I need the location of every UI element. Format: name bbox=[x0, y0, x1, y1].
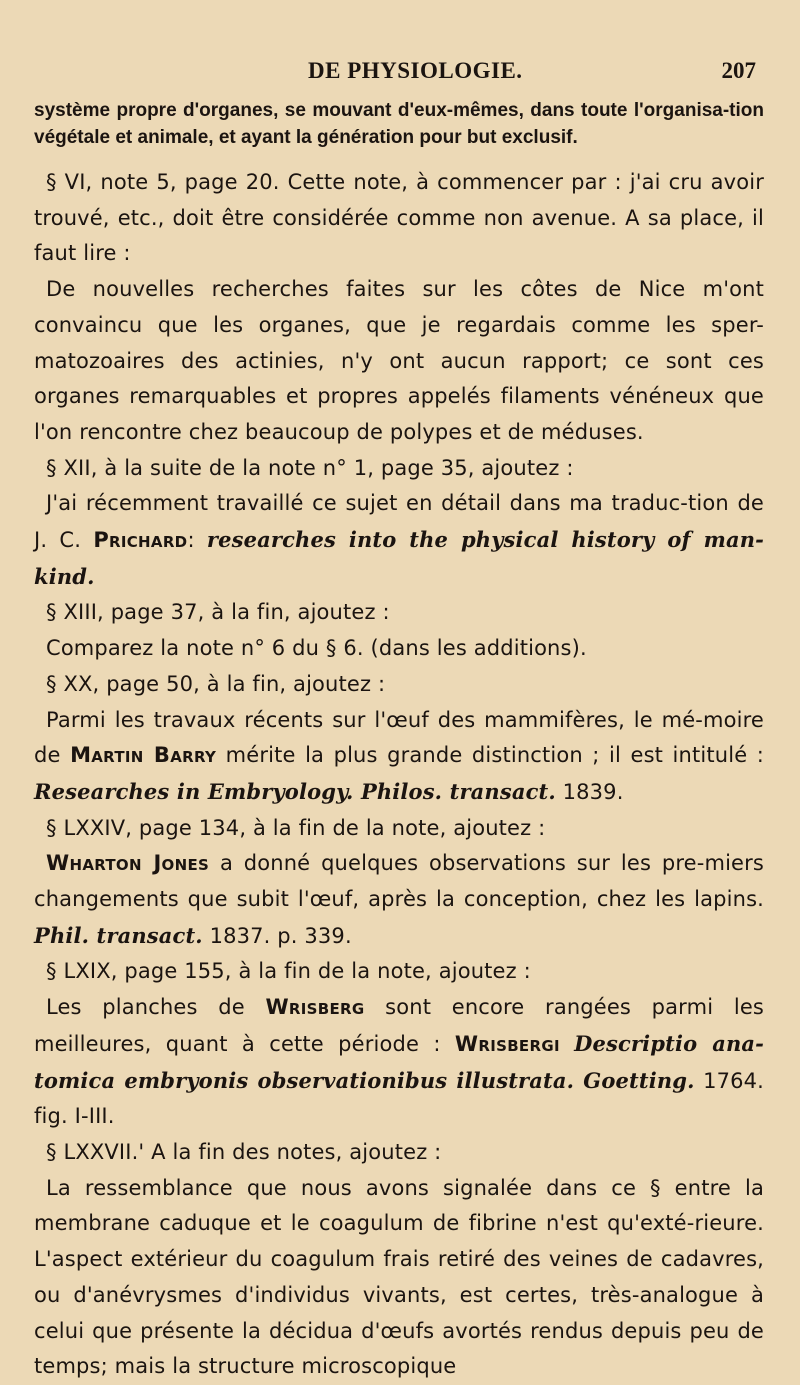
author-name: Prichard bbox=[93, 528, 188, 553]
section-heading-lxix: § LXIX, page 155, à la fin de la note, ajoutez : bbox=[46, 959, 531, 984]
text-run: a donné quelques observations sur les pre-miers changements que subit l'œuf, après la conception, chez les lapins. bbox=[34, 851, 764, 912]
body-paragraph: Comparez la note n° 6 du § 6. (dans les additions). bbox=[46, 636, 587, 661]
section-heading-lxxvii: § LXXVII.' A la fin des notes, ajoutez : bbox=[46, 1139, 442, 1164]
book-title: Descriptio ana-tomica embryonis observationibus illustrata. Goetting. bbox=[34, 1030, 764, 1093]
section-heading-xii: § XII, à la suite de la note n° 1, page 35, ajoutez : bbox=[46, 455, 574, 480]
book-title: Researches in Embryology. Philos. transact. bbox=[34, 778, 556, 804]
body-paragraph bbox=[34, 486, 764, 595]
body-paragraph: De nouvelles recherches faites sur les côtes de Nice m'ont convaincu que les organes, que je regardais comme les sper-matozoaires des actinies, n'y ont aucun rapport; ce sont ces organes remarquables et propres appelés filaments vénéneux que l'on rencontre chez beaucoup de polypes et de méduses. bbox=[34, 277, 764, 444]
author-name: Wrisberg bbox=[265, 995, 365, 1020]
author-name: Martin Barry bbox=[70, 743, 217, 768]
page-number: 207 bbox=[721, 58, 756, 83]
section-heading-vi: § VI, note 5, page 20. Cette note, à commencer par : j'ai cru avoir trouvé, etc., doit être considérée comme non avenue. A sa place, il faut lire : bbox=[34, 170, 764, 266]
journal-title: Phil. transact. bbox=[34, 922, 203, 948]
book-title: researches into the physical history of man-kind. bbox=[34, 527, 764, 589]
section-heading-xiii: § XIII, page 37, à la fin, ajoutez : bbox=[46, 600, 390, 625]
author-name: Wrisbergi bbox=[454, 1031, 560, 1056]
page-body bbox=[34, 97, 764, 1385]
text-run: sont encore rangées parmi les meilleures, quant à cette période : bbox=[34, 995, 764, 1056]
section-heading-xx: § XX, page 50, à la fin, ajoutez : bbox=[46, 671, 386, 696]
body-paragraph bbox=[34, 703, 764, 811]
text-run bbox=[560, 1032, 574, 1056]
continuation-paragraph: système propre d'organes, se mouvant d'eux-mêmes, dans toute l'organisa-tion végétale et animale, et ayant la génération pour but exclusif. bbox=[34, 100, 764, 148]
text-run: Parmi les travaux récents sur l'œuf des mammifères, le mé-moire de bbox=[34, 707, 764, 768]
running-title: DE PHYSIOLOGIE. bbox=[308, 58, 523, 83]
body-paragraph: La ressemblance que nous avons signalée dans ce § entre la membrane caduque et le coagulum de fibrine n'est qu'exté-rieure. L'aspect extérieur du coagulum frais retiré des veines de cadavres, ou d'anévrysmes d'individus vivants, est certes, très-analogue à celui que présente la décidua d'œufs avortés rendus depuis peu de temps; mais la structure microscopique bbox=[34, 1175, 764, 1379]
text-run: 1839. bbox=[555, 779, 624, 804]
running-header bbox=[0, 58, 800, 88]
text-run: Les planches de bbox=[46, 995, 266, 1020]
author-name: Wharton Jones bbox=[46, 851, 210, 876]
text-run: mérite la plus grande distinction ; il est intitulé : bbox=[216, 743, 764, 768]
text-run: 1764. fig. I-III. bbox=[34, 1068, 765, 1129]
body-paragraph bbox=[34, 846, 764, 954]
body-paragraph bbox=[34, 990, 764, 1135]
text-run: J'ai récemment travaillé ce sujet en détail dans ma traduc-tion de J. C. bbox=[34, 491, 764, 553]
text-run: 1837. p. 339. bbox=[202, 923, 352, 948]
section-heading-lxxiv: § LXXIV, page 134, à la fin de la note, ajoutez : bbox=[46, 815, 546, 840]
text-run: : bbox=[187, 528, 207, 553]
